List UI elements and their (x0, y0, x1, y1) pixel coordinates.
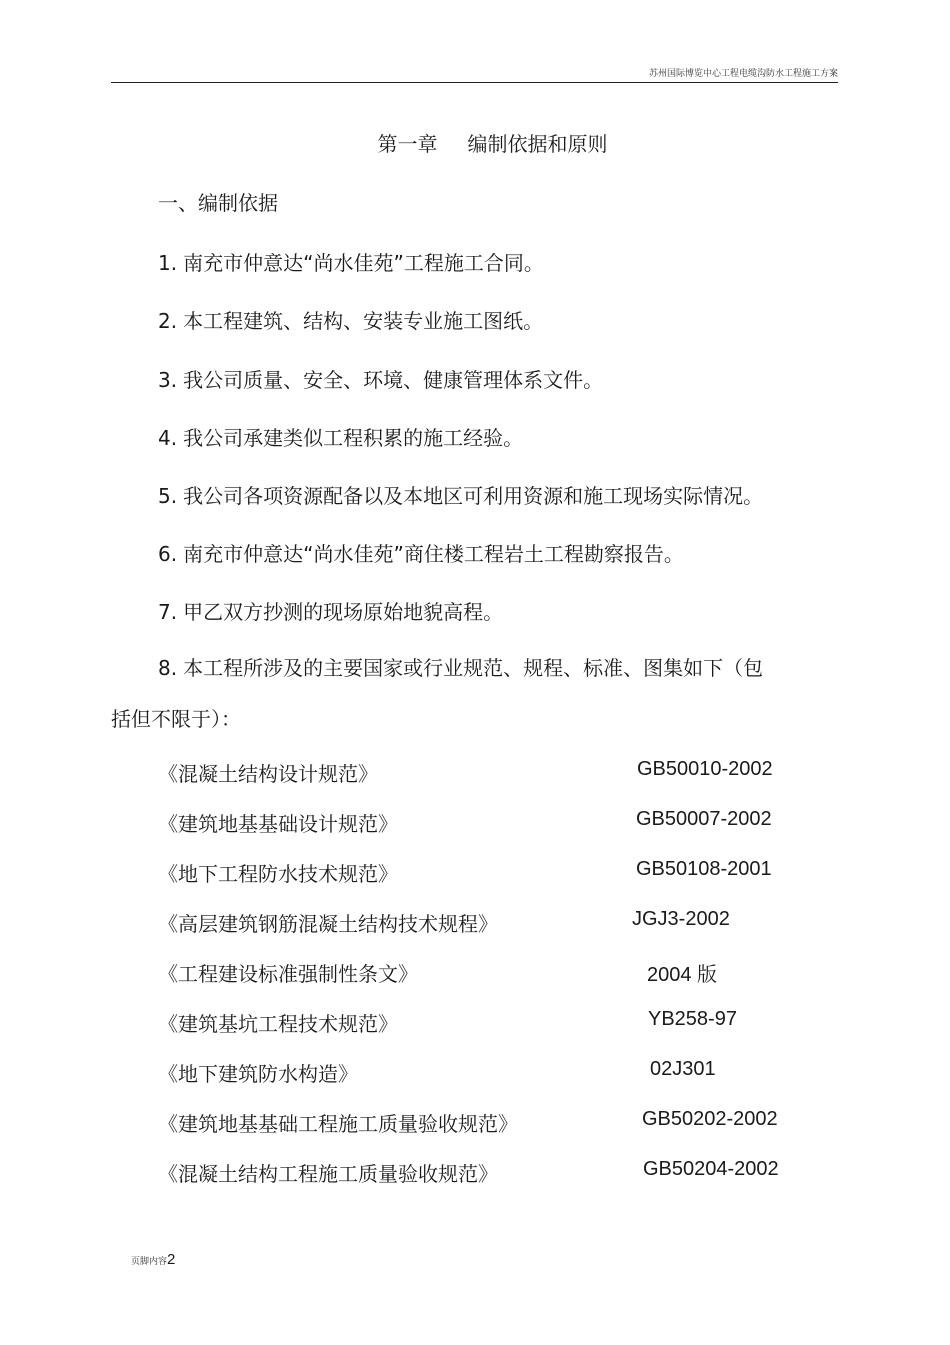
item-number: 7. (158, 600, 178, 624)
standard-name: 《地下工程防水技术规范》 (158, 862, 398, 886)
standard-code: GB50010-2002 (637, 758, 773, 780)
header-rule (111, 82, 838, 83)
item-number: 1. (158, 251, 178, 275)
standard-name: 《工程建设标准强制性条文》 (158, 962, 418, 986)
standard-name: 《混凝土结构设计规范》 (158, 762, 378, 786)
list-item (158, 652, 763, 681)
standard-code: YB258-97 (648, 1008, 737, 1030)
list-item (158, 305, 543, 334)
item-number: 5. (158, 484, 178, 508)
standard-row (158, 1058, 838, 1088)
section-heading: 一、编制依据 (158, 191, 278, 215)
running-header: 苏州国际博览中心工程电缆沟防水工程施工方案 (648, 69, 838, 79)
item-text: 本工程所涉及的主要国家或行业规范、规程、标准、图集如下（包 (183, 656, 764, 680)
standard-name: 《建筑地基基础工程施工质量验收规范》 (158, 1112, 518, 1136)
item-number: 4. (158, 426, 178, 450)
standard-code: JGJ3-2002 (632, 908, 730, 930)
item-text: 我公司承建类似工程积累的施工经验。 (183, 426, 524, 450)
standard-name: 《混凝土结构工程施工质量验收规范》 (158, 1162, 498, 1186)
item-number: 3. (158, 368, 178, 392)
standard-code: 02J301 (650, 1058, 716, 1080)
standard-row (158, 808, 838, 838)
standard-name: 《高层建筑钢筋混凝土结构技术规程》 (158, 912, 498, 936)
standard-row (158, 958, 838, 988)
standard-row (158, 858, 838, 888)
item-text: 我公司质量、安全、环境、健康管理体系文件。 (183, 368, 604, 392)
standard-code: 2004 版 (647, 964, 718, 986)
standard-row (158, 758, 838, 788)
list-item (158, 422, 523, 451)
item-number: 2. (158, 309, 178, 333)
standard-row (158, 908, 838, 938)
chapter-number: 第一章 (377, 132, 438, 156)
page-footer (131, 1249, 175, 1268)
standard-row (158, 1108, 838, 1138)
standard-code: GB50202-2002 (642, 1108, 778, 1130)
item-number: 6. (158, 542, 178, 566)
list-item (158, 480, 763, 509)
item-text: 甲乙双方抄测的现场原始地貌高程。 (183, 600, 504, 624)
item-text: 我公司各项资源配备以及本地区可利用资源和施工现场实际情况。 (183, 484, 764, 508)
standard-code: GB50007-2002 (636, 808, 772, 830)
chapter-heading: 编制依据和原则 (467, 132, 608, 156)
item-text: 本工程建筑、结构、安装专业施工图纸。 (183, 309, 544, 333)
list-item (158, 247, 544, 276)
list-item (158, 538, 684, 567)
standard-row (158, 1158, 838, 1188)
standard-name: 《建筑基坑工程技术规范》 (158, 1012, 398, 1036)
footer-label: 页脚内容 (131, 1257, 168, 1267)
list-item (158, 596, 503, 625)
standard-code: GB50108-2001 (636, 858, 772, 880)
item-text: 南充市仲意达“尚水佳苑”工程施工合同。 (183, 251, 544, 275)
page-number: 2 (167, 1251, 176, 1268)
item-number: 8. (158, 656, 178, 680)
chapter-title (0, 128, 950, 157)
item-continuation: 括但不限于）： (111, 707, 241, 731)
standard-row (158, 1008, 838, 1038)
list-item (158, 364, 603, 393)
standard-code: GB50204-2002 (643, 1158, 779, 1180)
item-text: 南充市仲意达“尚水佳苑”商住楼工程岩土工程勘察报告。 (183, 542, 684, 566)
standard-name: 《建筑地基基础设计规范》 (158, 812, 398, 836)
standard-name: 《地下建筑防水构造》 (158, 1062, 358, 1086)
